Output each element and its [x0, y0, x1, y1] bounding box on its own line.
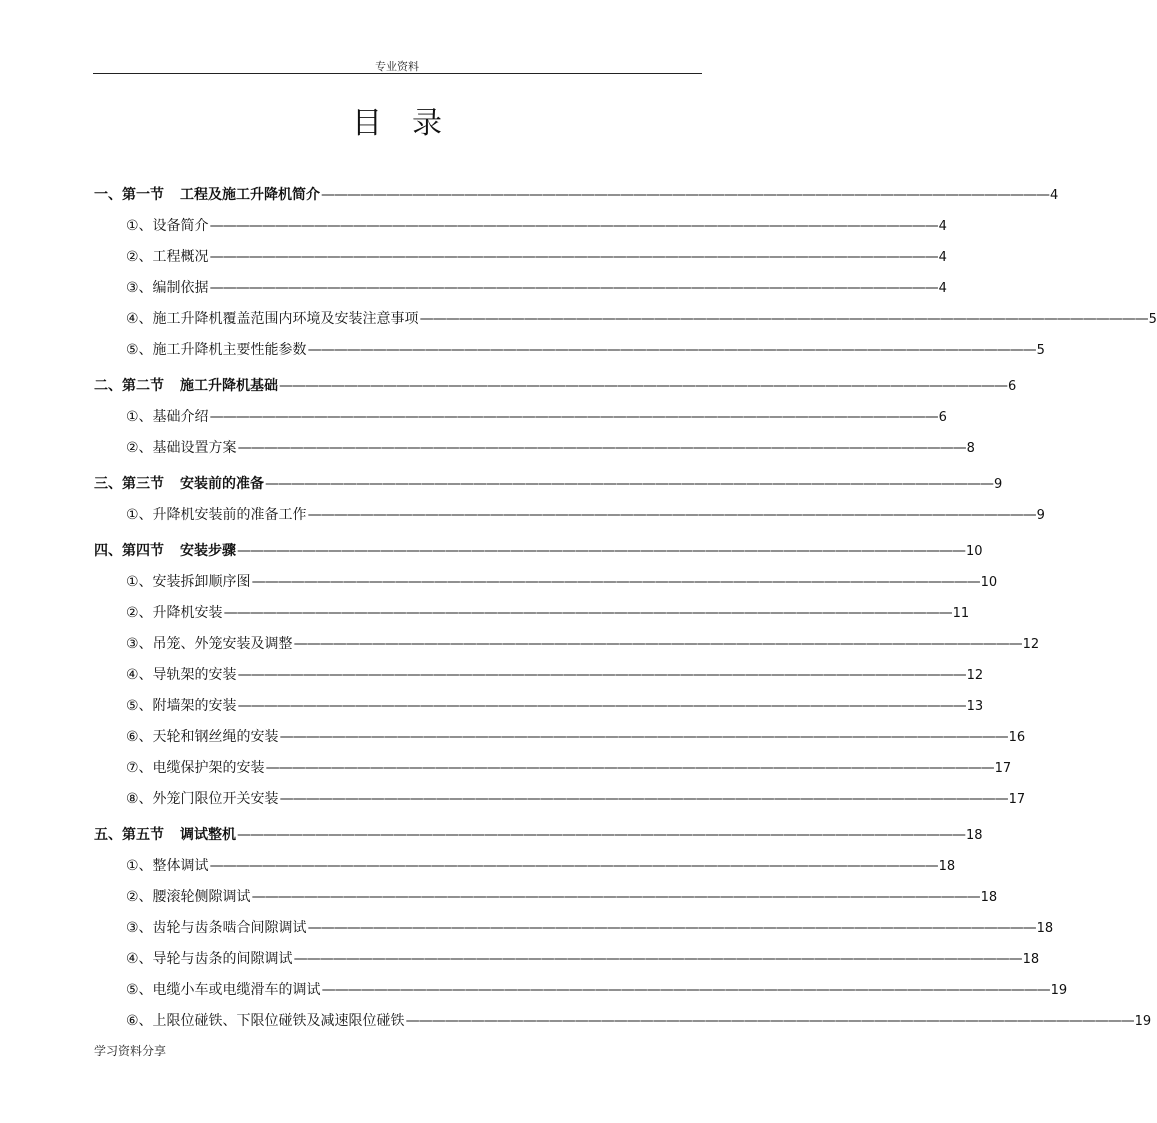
toc-dash-leader: ———————————————————————————————————————————————————————— [209, 409, 938, 425]
toc-subsection-title: ③、吊笼、外笼安装及调整 [126, 636, 293, 652]
toc-section-title: 安装前的准备 [180, 476, 264, 492]
toc-dash-leader: ———————————————————————————————————————————————————————— [405, 1013, 1134, 1029]
toc-dash-leader: ———————————————————————————————————————————————————————— [223, 605, 952, 621]
toc-dash-leader: ———————————————————————————————————————————————————————— [209, 858, 938, 874]
toc-subsection-title: ②、腰滚轮侧隙调试 [126, 889, 251, 905]
toc-page-number: 10 [966, 544, 983, 559]
toc-page-number: 17 [1008, 792, 1026, 807]
toc-page-number: 17 [994, 761, 1012, 776]
toc-subsection-title: ③、齿轮与齿条啮合间隙调试 [126, 920, 307, 936]
toc-entry-label [126, 913, 307, 944]
toc-dash-leader: ———————————————————————————————————————————————————————— [279, 378, 1007, 394]
toc-page-number: 5 [1036, 343, 1045, 358]
toc-subsection-title: ①、基础介绍 [126, 409, 209, 425]
toc-entry-label [126, 500, 307, 531]
toc-subsection-title: ②、升降机安装 [126, 605, 223, 621]
toc-page-number: 18 [980, 890, 998, 905]
toc-entry-label [126, 784, 279, 815]
toc-page-number: 13 [966, 699, 984, 714]
toc-subsection-entry [94, 500, 1045, 531]
toc-section-entry [94, 820, 983, 851]
toc-dash-leader: ———————————————————————————————————————————————————————— [293, 951, 1022, 967]
toc-subsection-title: ⑤、施工升降机主要性能参数 [126, 342, 307, 358]
toc-subsection-title: ⑧、外笼门限位开关安装 [126, 791, 279, 807]
toc-section-number: 四、第四节 [94, 543, 164, 559]
toc-entry-label [126, 335, 307, 366]
toc-entry-label [126, 722, 279, 753]
toc-page-number: 6 [1008, 379, 1017, 394]
toc-entry-label [126, 402, 209, 433]
toc-subsection-entry [94, 851, 956, 882]
toc-subsection-entry [94, 402, 947, 433]
toc-entry-label [126, 242, 209, 273]
toc-page-number: 19 [1134, 1014, 1152, 1029]
toc-entry-label [126, 211, 209, 242]
toc-subsection-entry [94, 242, 947, 273]
toc-section-title: 工程及施工升降机简介 [180, 187, 320, 203]
toc-entry-label [126, 1006, 405, 1037]
toc-dash-leader: ———————————————————————————————————————————————————————— [237, 667, 966, 683]
toc-dash-leader: ———————————————————————————————————————————————————————— [251, 889, 980, 905]
toc-page-number: 9 [1036, 508, 1045, 523]
toc-dash-leader: ———————————————————————————————————————————————————————— [307, 507, 1036, 523]
toc-subsection-title: ③、编制依据 [126, 280, 209, 296]
toc-entry-label [94, 820, 236, 851]
toc-subsection-entry [94, 304, 1157, 335]
toc-page-number: 10 [980, 575, 998, 590]
toc-page-number: 5 [1148, 312, 1157, 327]
toc-section-number: 五、第五节 [94, 827, 164, 843]
toc-entry-label [94, 469, 264, 500]
toc-subsection-title: ⑤、附墙架的安装 [126, 698, 237, 714]
toc-dash-leader: ———————————————————————————————————————————————————————— [279, 729, 1008, 745]
toc-subsection-title: ④、导轮与齿条的间隙调试 [126, 951, 293, 967]
header-divider [93, 73, 702, 74]
toc-entry-label [126, 975, 321, 1006]
toc-page-number: 6 [938, 410, 947, 425]
toc-entry-label [126, 273, 209, 304]
toc-dash-leader: ———————————————————————————————————————————————————————— [209, 218, 938, 234]
toc-section-entry [94, 469, 1003, 500]
toc-subsection-title: ②、工程概况 [126, 249, 209, 265]
toc-dash-leader: ———————————————————————————————————————————————————————— [307, 920, 1036, 936]
toc-section-title: 安装步骤 [180, 543, 236, 559]
toc-subsection-title: ⑦、电缆保护架的安装 [126, 760, 265, 776]
toc-subsection-entry [94, 882, 998, 913]
toc-subsection-title: ①、设备简介 [126, 218, 209, 234]
toc-subsection-entry [94, 660, 984, 691]
toc-page-number: 4 [938, 281, 947, 296]
toc-section-entry [94, 536, 983, 567]
toc-subsection-title: ①、整体调试 [126, 858, 209, 874]
toc-entry-label [94, 371, 278, 402]
toc-dash-leader: ———————————————————————————————————————————————————————— [209, 280, 938, 296]
toc-dash-leader: ———————————————————————————————————————————————————————— [279, 791, 1008, 807]
toc-dash-leader: ———————————————————————————————————————————————————————— [321, 187, 1049, 203]
toc-subsection-title: ⑥、上限位碰铁、下限位碰铁及减速限位碰铁 [126, 1013, 405, 1029]
toc-page-number: 12 [1022, 637, 1040, 652]
toc-dash-leader: ———————————————————————————————————————————————————————— [321, 982, 1050, 998]
toc-subsection-entry [94, 273, 947, 304]
toc-subsection-entry [94, 567, 998, 598]
toc-section-title: 施工升降机基础 [180, 378, 278, 394]
toc-entry-label [126, 567, 251, 598]
toc-subsection-entry [94, 944, 1040, 975]
toc-page-number: 19 [1050, 983, 1068, 998]
toc-subsection-entry [94, 784, 1026, 815]
page-header-text: 专业资料 [375, 60, 419, 73]
toc-dash-leader: ———————————————————————————————————————————————————————— [237, 543, 965, 559]
toc-page-number: 18 [938, 859, 956, 874]
toc-subsection-entry [94, 722, 1026, 753]
toc-page-number: 18 [1022, 952, 1040, 967]
toc-entry-label [126, 691, 237, 722]
toc-dash-leader: ———————————————————————————————————————————————————————— [237, 440, 966, 456]
toc-subsection-entry [94, 753, 1012, 784]
toc-page-number: 12 [966, 668, 984, 683]
toc-page-number: 18 [966, 828, 983, 843]
toc-dash-leader: ———————————————————————————————————————————————————————— [307, 342, 1036, 358]
toc-entry-label [126, 753, 265, 784]
toc-entry-label [94, 180, 320, 211]
toc-section-title: 调试整机 [180, 827, 236, 843]
toc-dash-leader: ———————————————————————————————————————————————————————— [209, 249, 938, 265]
toc-entry-label [126, 882, 251, 913]
toc-subsection-title: ④、施工升降机覆盖范围内环境及安装注意事项 [126, 311, 419, 327]
toc-section-entry [94, 371, 1017, 402]
toc-page-number: 4 [938, 219, 947, 234]
toc-subsection-title: ⑤、电缆小车或电缆滑车的调试 [126, 982, 321, 998]
toc-subsection-entry [94, 335, 1045, 366]
toc-subsection-title: ⑥、天轮和钢丝绳的安装 [126, 729, 279, 745]
toc-subsection-entry [94, 629, 1040, 660]
toc-title: 目录 [352, 106, 472, 141]
toc-subsection-entry [94, 598, 970, 629]
toc-entry-label [126, 660, 237, 691]
toc-dash-leader: ———————————————————————————————————————————————————————— [265, 760, 994, 776]
toc-subsection-title: ②、基础设置方案 [126, 440, 237, 456]
toc-page-number: 11 [952, 606, 970, 621]
toc-page-number: 4 [1050, 188, 1059, 203]
toc-subsection-title: ①、升降机安装前的准备工作 [126, 507, 307, 523]
toc-subsection-entry [94, 913, 1054, 944]
toc-page-number: 8 [966, 441, 975, 456]
toc-dash-leader: ———————————————————————————————————————————————————————— [237, 698, 966, 714]
toc-dash-leader: ———————————————————————————————————————————————————————— [265, 476, 993, 492]
toc-dash-leader: ———————————————————————————————————————————————————————— [251, 574, 980, 590]
toc-subsection-title: ①、安装拆卸顺序图 [126, 574, 251, 590]
toc-subsection-entry [94, 211, 947, 242]
toc-page-number: 9 [994, 477, 1003, 492]
toc-section-number: 三、第三节 [94, 476, 164, 492]
toc-entry-label [126, 944, 293, 975]
toc-dash-leader: ———————————————————————————————————————————————————————— [237, 827, 965, 843]
toc-subsection-entry [94, 433, 975, 464]
toc-section-entry [94, 180, 1059, 211]
toc-subsection-title: ④、导轨架的安装 [126, 667, 237, 683]
toc-section-number: 二、第二节 [94, 378, 164, 394]
toc-section-number: 一、第一节 [94, 187, 164, 203]
table-of-contents [94, 180, 1157, 1037]
toc-entry-label [126, 851, 209, 882]
toc-entry-label [126, 304, 419, 335]
toc-dash-leader: ———————————————————————————————————————————————————————— [293, 636, 1022, 652]
toc-page-number: 16 [1008, 730, 1026, 745]
toc-subsection-entry [94, 691, 984, 722]
toc-entry-label [126, 598, 223, 629]
toc-subsection-entry [94, 975, 1068, 1006]
toc-page-number: 18 [1036, 921, 1054, 936]
toc-subsection-entry [94, 1006, 1152, 1037]
page-footer-text: 学习资料分享 [94, 1044, 167, 1058]
toc-entry-label [126, 629, 293, 660]
toc-page-number: 4 [938, 250, 947, 265]
toc-entry-label [126, 433, 237, 464]
toc-dash-leader: ———————————————————————————————————————————————————————— [419, 311, 1148, 327]
toc-entry-label [94, 536, 236, 567]
